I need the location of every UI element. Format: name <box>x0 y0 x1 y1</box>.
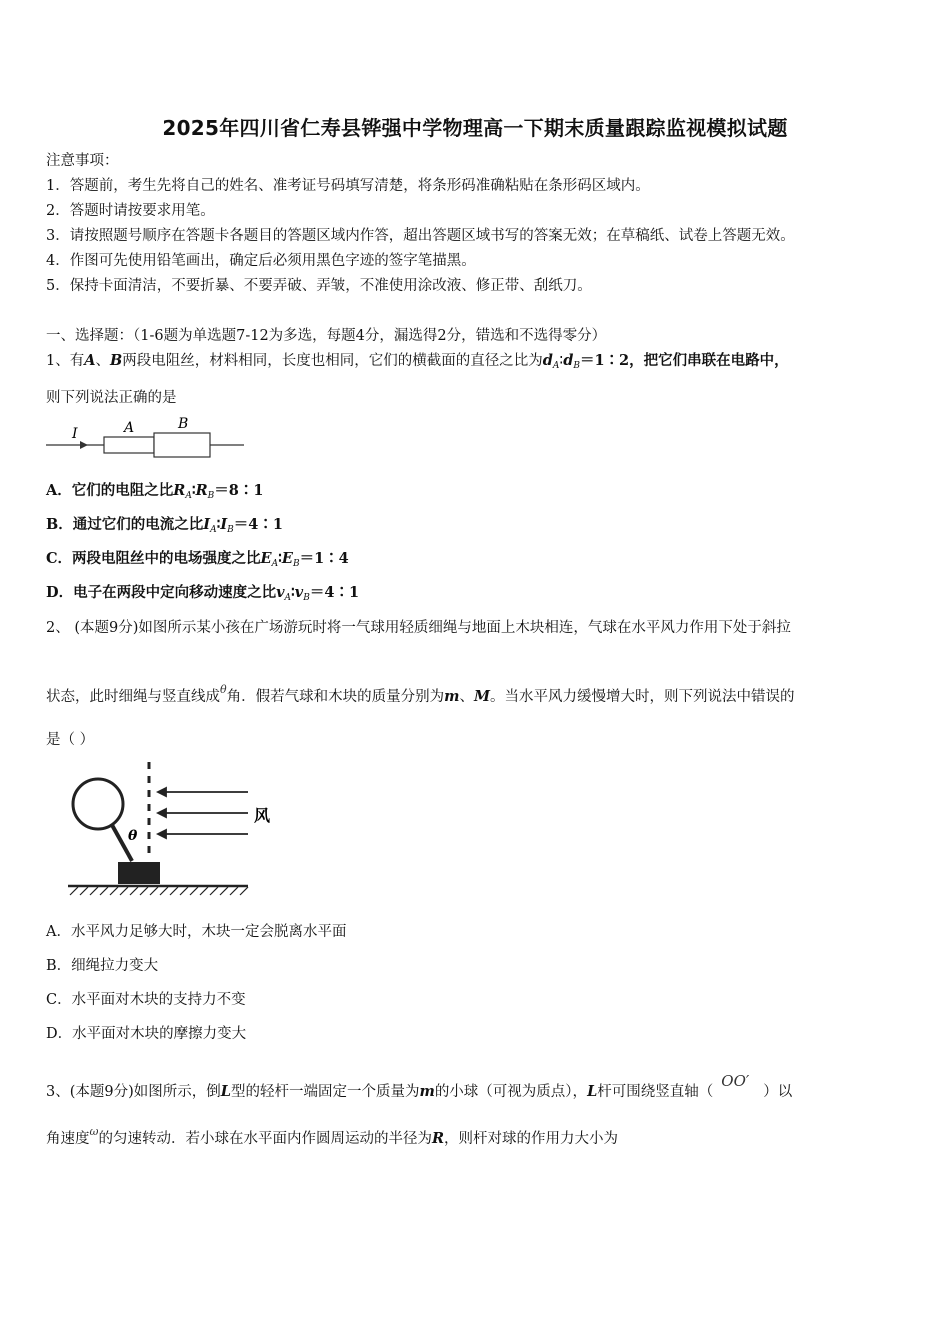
q2-stem-line3: 是（ ） <box>46 732 95 748</box>
notice-item: 1．答题前，考生先将自己的姓名、准考证号码填写清楚，将条形码准确粘贴在条形码区域内。 <box>46 178 650 194</box>
angle-label: θ <box>128 828 138 844</box>
q1-option-b[interactable]: B．通过它们的电流之比$I_A∶I_B=4∶1$ <box>46 516 283 535</box>
q1-option-d[interactable]: D．电子在两段中定向移动速度之比$v_A∶v_B=4∶1$ <box>46 584 360 603</box>
q2-stem-line1: 2、 (本题9分)如图所示某小孩在广场游玩时将一气球用轻质细绳与地面上木块相连，气球在水平风力作用下处于斜拉 <box>46 620 791 636</box>
resistor-b <box>154 433 210 457</box>
page-title: 2025年四川省仁寿县铧强中学物理高一下期末质量跟踪监视模拟试题 <box>162 116 788 140</box>
q2-option-d[interactable]: D．水平面对木块的摩擦力变大 <box>46 1026 247 1042</box>
q1-stem-line1: 1、有A、B两段电阻丝，材料相同，长度也相同，它们的横截面的直径之比为$d_A∶d_B=1∶2$，把它们串联在电路中， <box>46 352 789 371</box>
q2-option-a[interactable]: A．水平风力足够大时，木块一定会脱离水平面 <box>46 924 347 940</box>
q1-option-c[interactable]: C．两段电阻丝中的电场强度之比$E_A∶E_B=1∶4$ <box>46 550 349 569</box>
notice-item: 2．答题时请按要求用笔。 <box>46 203 215 219</box>
q2-option-c[interactable]: C．水平面对木块的支持力不变 <box>46 992 246 1008</box>
q1-option-a[interactable]: A．它们的电阻之比$R_A∶R_B=8∶1$ <box>46 482 264 501</box>
wood-block <box>118 862 160 884</box>
q1-circuit-figure <box>44 412 249 462</box>
q2-option-b[interactable]: B．细绳拉力变大 <box>46 958 159 974</box>
notice-heading: 注意事项： <box>46 153 119 169</box>
notice-item: 5．保持卡面清洁，不要折暴、不要弄破、弄皱，不准使用涂改液、修正带、刮纸刀。 <box>46 278 592 294</box>
current-arrow-icon <box>80 441 88 449</box>
notice-item: 4．作图可先使用铅笔画出，确定后必须用黑色字迹的签字笔描黑。 <box>46 253 476 269</box>
label-a: A <box>124 420 135 436</box>
notice-item: 3．请按照题号顺序在答题卡各题目的答题区域内作答，超出答题区域书写的答案无效；在草稿纸、试卷上答题无效。 <box>46 228 795 244</box>
q3-stem-line2: 角速度$^\omega$的匀速转动．若小球在水平面内作圆周运动的半径为R，则杆对球的作用力大小为 <box>46 1125 619 1147</box>
q3-stem-line1: 3、(本题9分)如图所示，倒L型的轻杆一端固定一个质量为m的小球（可视为质点），L杆可围绕竖直轴（OO′）以 <box>46 1072 793 1100</box>
resistor-a <box>104 437 154 453</box>
label-b: B <box>178 416 189 432</box>
q2-balloon-figure <box>62 758 282 904</box>
q2-stem-line2: 状态，此时细绳与竖直线成$^\theta$角．假若气球和木块的质量分别为m、M。当水平风力缓慢增大时，则下列说法中错误的 <box>46 683 795 705</box>
ground-hatching <box>70 887 248 895</box>
current-label: I <box>72 426 78 442</box>
wind-arrows-icon <box>158 788 248 838</box>
wind-label: 风 <box>254 806 271 825</box>
balloon <box>73 779 123 829</box>
section-heading: 一、选择题：（1-6题为单选题7-12为多选，每题4分，漏选得2分，错选和不选得零分） <box>46 328 607 344</box>
q1-stem-line2: 则下列说法正确的是 <box>46 390 177 406</box>
